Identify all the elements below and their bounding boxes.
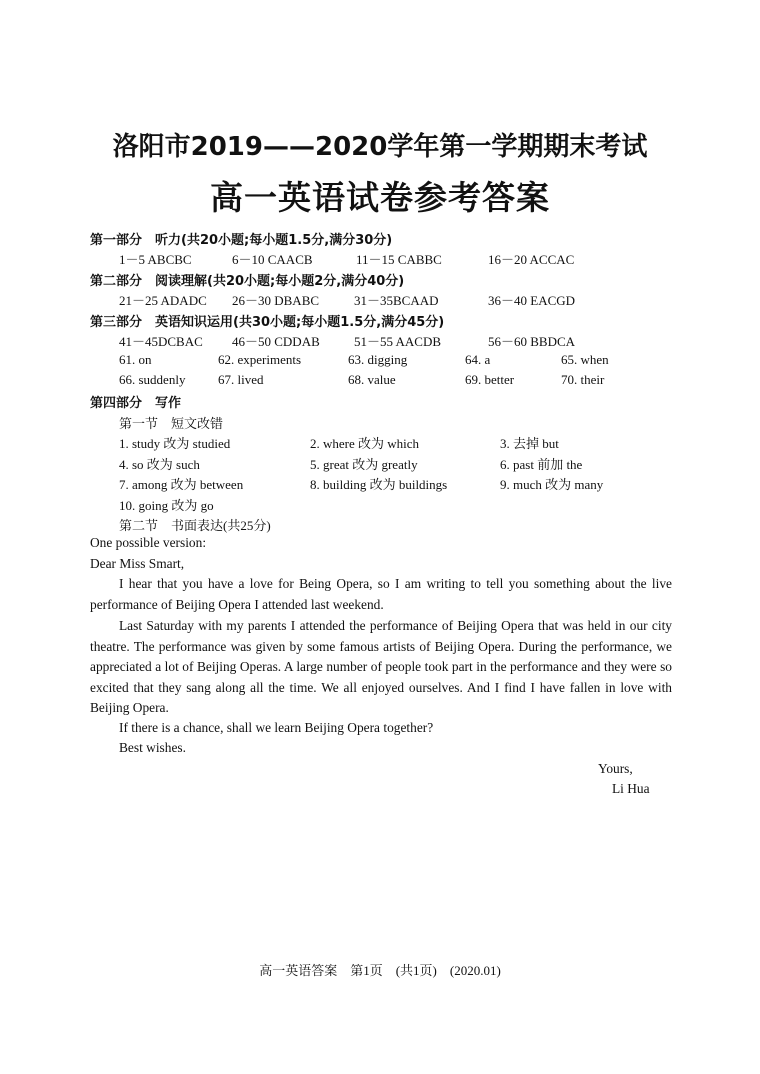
part1-answer: 16－20 ACCAC	[488, 252, 575, 267]
part1-answer: 11－15 CABBC	[356, 252, 442, 267]
blank-answer: 61. on	[119, 352, 152, 367]
part2-heading: 第二部分 阅读理解(共20小题;每小题2分,满分40分)	[90, 274, 405, 289]
essay-paragraph-2: Last Saturday with my parents I attended the performance of Beijing Opera that was held in our city theatre. The performance was given by some famous artists of Beijing Opera. During the performance, we appreciated a lot of Beijing Operas. A large number of people took part in the performance and they were so excited that they sang along all the time. We all enjoyed ourselves. And I find I have fallen in love with Beijing Opera.	[90, 618, 672, 715]
blank-answer: 69. better	[465, 372, 515, 387]
part2-answer: 31－35BCAAD	[354, 293, 439, 308]
correction-item: 3. 去掉 but	[500, 436, 559, 451]
correction-item: 9. much 改为 many	[500, 477, 604, 492]
blank-answer: 68. value	[348, 372, 396, 387]
part3-answer: 46－50 CDDAB	[232, 334, 320, 349]
part4-heading: 第四部分 写作	[90, 396, 182, 411]
correction-item: 1. study 改为 studied	[119, 436, 231, 451]
essay-intro: One possible version:	[90, 535, 207, 550]
part2-answer: 26－30 DBABC	[232, 293, 320, 308]
part1-heading: 第一部分 听力(共20小题;每小题1.5分,满分30分)	[90, 233, 393, 248]
correction-item: 2. where 改为 which	[310, 436, 420, 451]
blank-answer: 62. experiments	[218, 352, 302, 367]
part2-answer: 36－40 EACGD	[488, 293, 576, 308]
blank-answer: 63. digging	[348, 352, 408, 367]
essay-closing: Best wishes.	[119, 740, 186, 755]
part3-heading: 第三部分 英语知识运用(共30小题;每小题1.5分,满分45分)	[90, 315, 445, 330]
section1-heading: 第一节 短文改错	[119, 416, 224, 431]
essay-greeting: Dear Miss Smart,	[90, 556, 185, 571]
part3-answer: 56－60 BBDCA	[488, 334, 576, 349]
part1-answer: 1－5 ABCBC	[119, 252, 192, 267]
page-footer: 高一英语答案 第1页 (共1页) (2020.01)	[259, 963, 501, 978]
correction-item: 4. so 改为 such	[119, 457, 200, 472]
part2-answer: 21－25 ADADC	[119, 293, 207, 308]
section2-heading: 第二节 书面表达(共25分)	[119, 518, 271, 533]
essay-signature: Li Hua	[612, 781, 650, 796]
correction-item: 6. past 前加 the	[500, 457, 583, 472]
blank-answer: 64. a	[465, 352, 491, 367]
part3-answer: 41－45DCBAC	[119, 334, 203, 349]
blank-answer: 65. when	[561, 352, 609, 367]
essay-sign-off: Yours,	[598, 761, 633, 776]
correction-item: 5. great 改为 greatly	[310, 457, 418, 472]
essay-paragraph-3: If there is a chance, shall we learn Beijing Opera together?	[119, 720, 434, 735]
correction-item: 10. going 改为 go	[119, 498, 214, 513]
part3-answer: 51－55 AACDB	[354, 334, 442, 349]
blank-answer: 70. their	[561, 372, 605, 387]
essay-paragraph-1: I hear that you have a love for Being Opera, so I am writing to tell you something about the live performance of Beijing Opera I attended last weekend.	[90, 576, 672, 612]
correction-item: 7. among 改为 between	[119, 477, 244, 492]
blank-answer: 66. suddenly	[119, 372, 186, 387]
correction-item: 8. building 改为 buildings	[310, 477, 448, 492]
exam-title: 洛阳市2019——2020学年第一学期期末考试	[112, 132, 648, 162]
answer-key-title: 高一英语试卷参考答案	[210, 178, 550, 217]
blank-answer: 67. lived	[218, 372, 264, 387]
part1-answer: 6－10 CAACB	[232, 252, 313, 267]
